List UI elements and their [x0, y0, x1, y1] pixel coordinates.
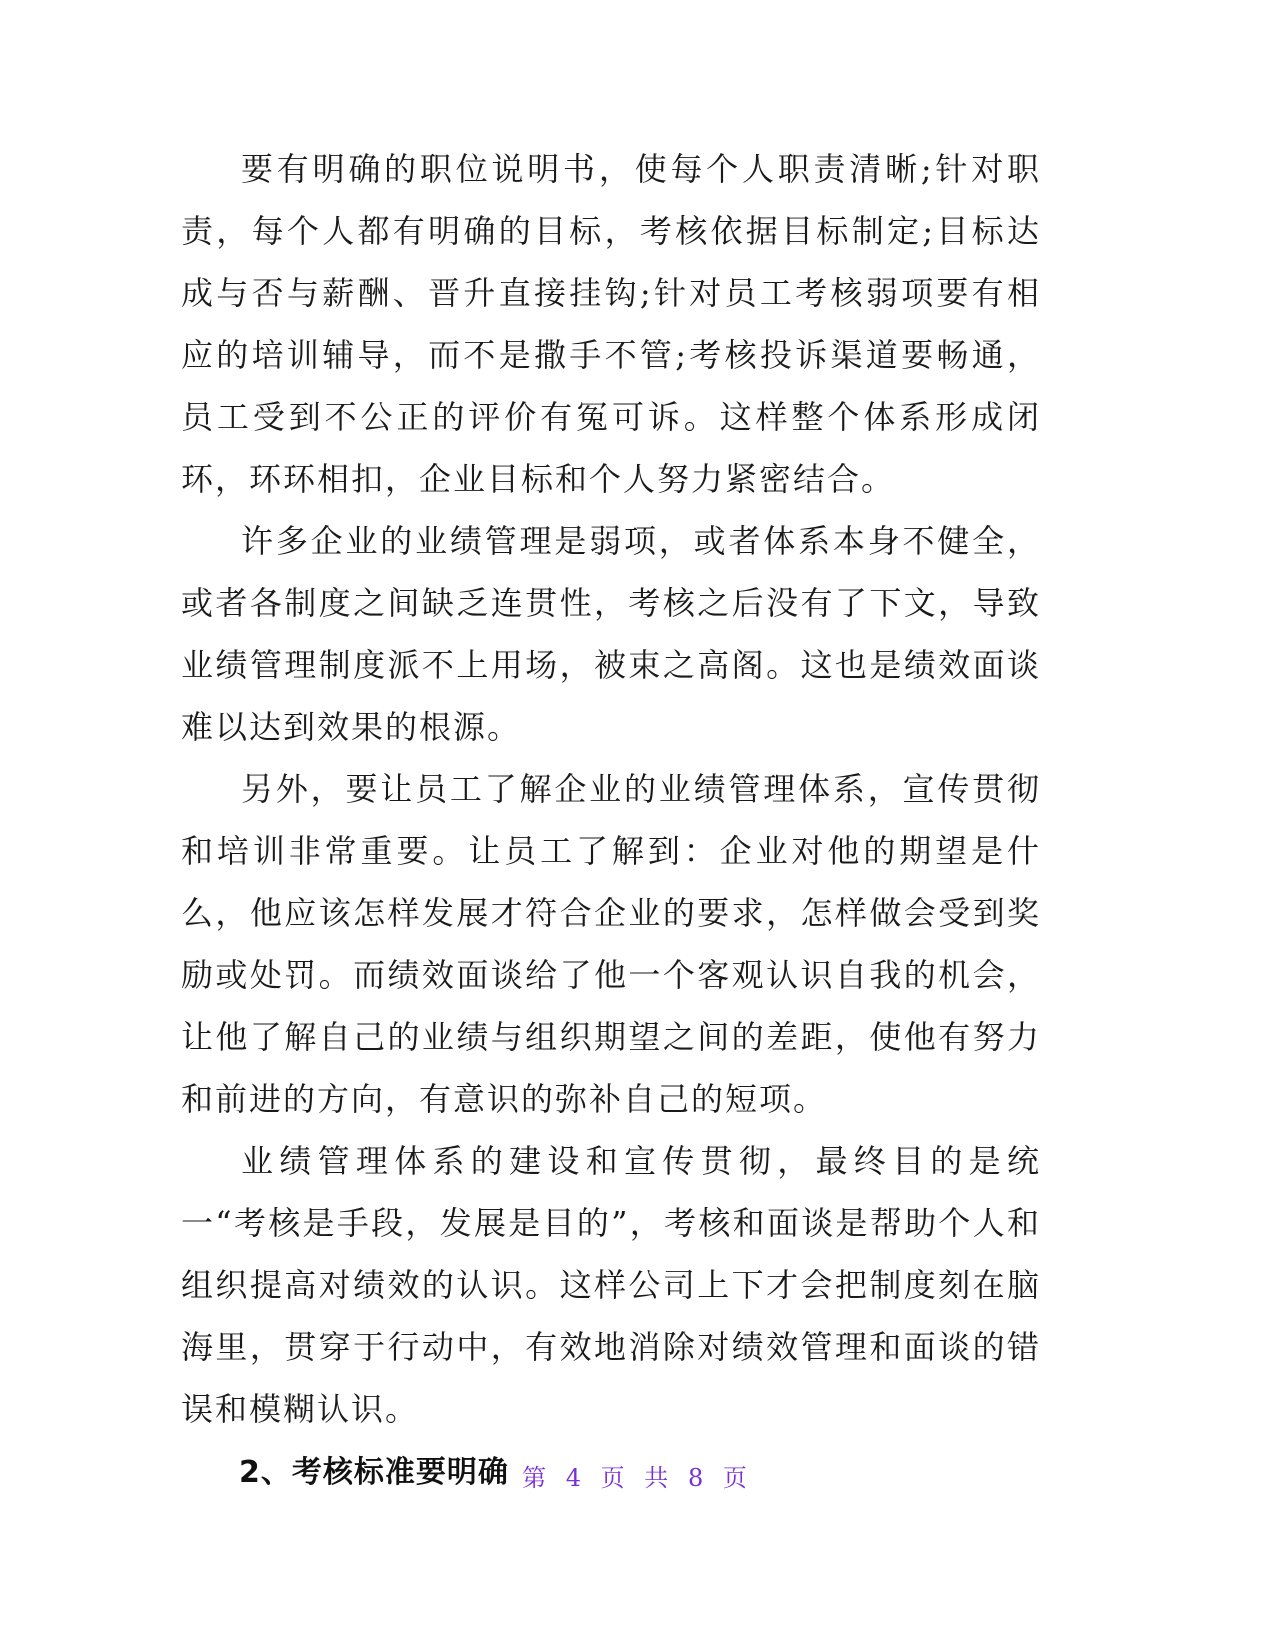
paragraph-4: 业绩管理体系的建设和宣传贯彻，最终目的是统一“考核是手段，发展是目的”，考核和面谈是帮助个人和组织提高对绩效的认识。这样公司上下才会把制度刻在脑海里，贯穿于行动中，有效地消除对绩效管理和面谈的错误和模糊认识。 — [181, 1142, 1041, 1428]
paragraph-3: 另外，要让员工了解企业的业绩管理体系，宣传贯彻和培训非常重要。让员工了解到：企业对他的期望是什么，他应该怎样发展才符合企业的要求，怎样做会受到奖励或处罚。而绩效面谈给了他一个客观认识自我的机会，让他了解自己的业绩与组织期望之间的差距，使他有努力和前进的方向，有意识的弥补自己的短项。 — [181, 770, 1041, 1118]
page-number-label: 第 4 页 共 8 页 — [522, 1464, 753, 1492]
page-footer — [0, 1462, 1275, 1494]
section-heading: 2、考核标准要明确 — [239, 1455, 509, 1490]
paragraph-1: 要有明确的职位说明书，使每个人职责清晰;针对职责，每个人都有明确的目标，考核依据目标制定;目标达成与否与薪酬、晋升直接挂钩;针对员工考核弱项要有相应的培训辅导，而不是撒手不管;考核投诉渠道要畅通，员工受到不公正的评价有冤可诉。这样整个体系形成闭环，环环相扣，企业目标和个人努力紧密结合。 — [181, 150, 1041, 498]
paragraph-2: 许多企业的业绩管理是弱项，或者体系本身不健全，或者各制度之间缺乏连贯性，考核之后没有了下文，导致业绩管理制度派不上用场，被束之高阁。这也是绩效面谈难以达到效果的根源。 — [181, 522, 1041, 746]
document-body — [181, 138, 1041, 1504]
